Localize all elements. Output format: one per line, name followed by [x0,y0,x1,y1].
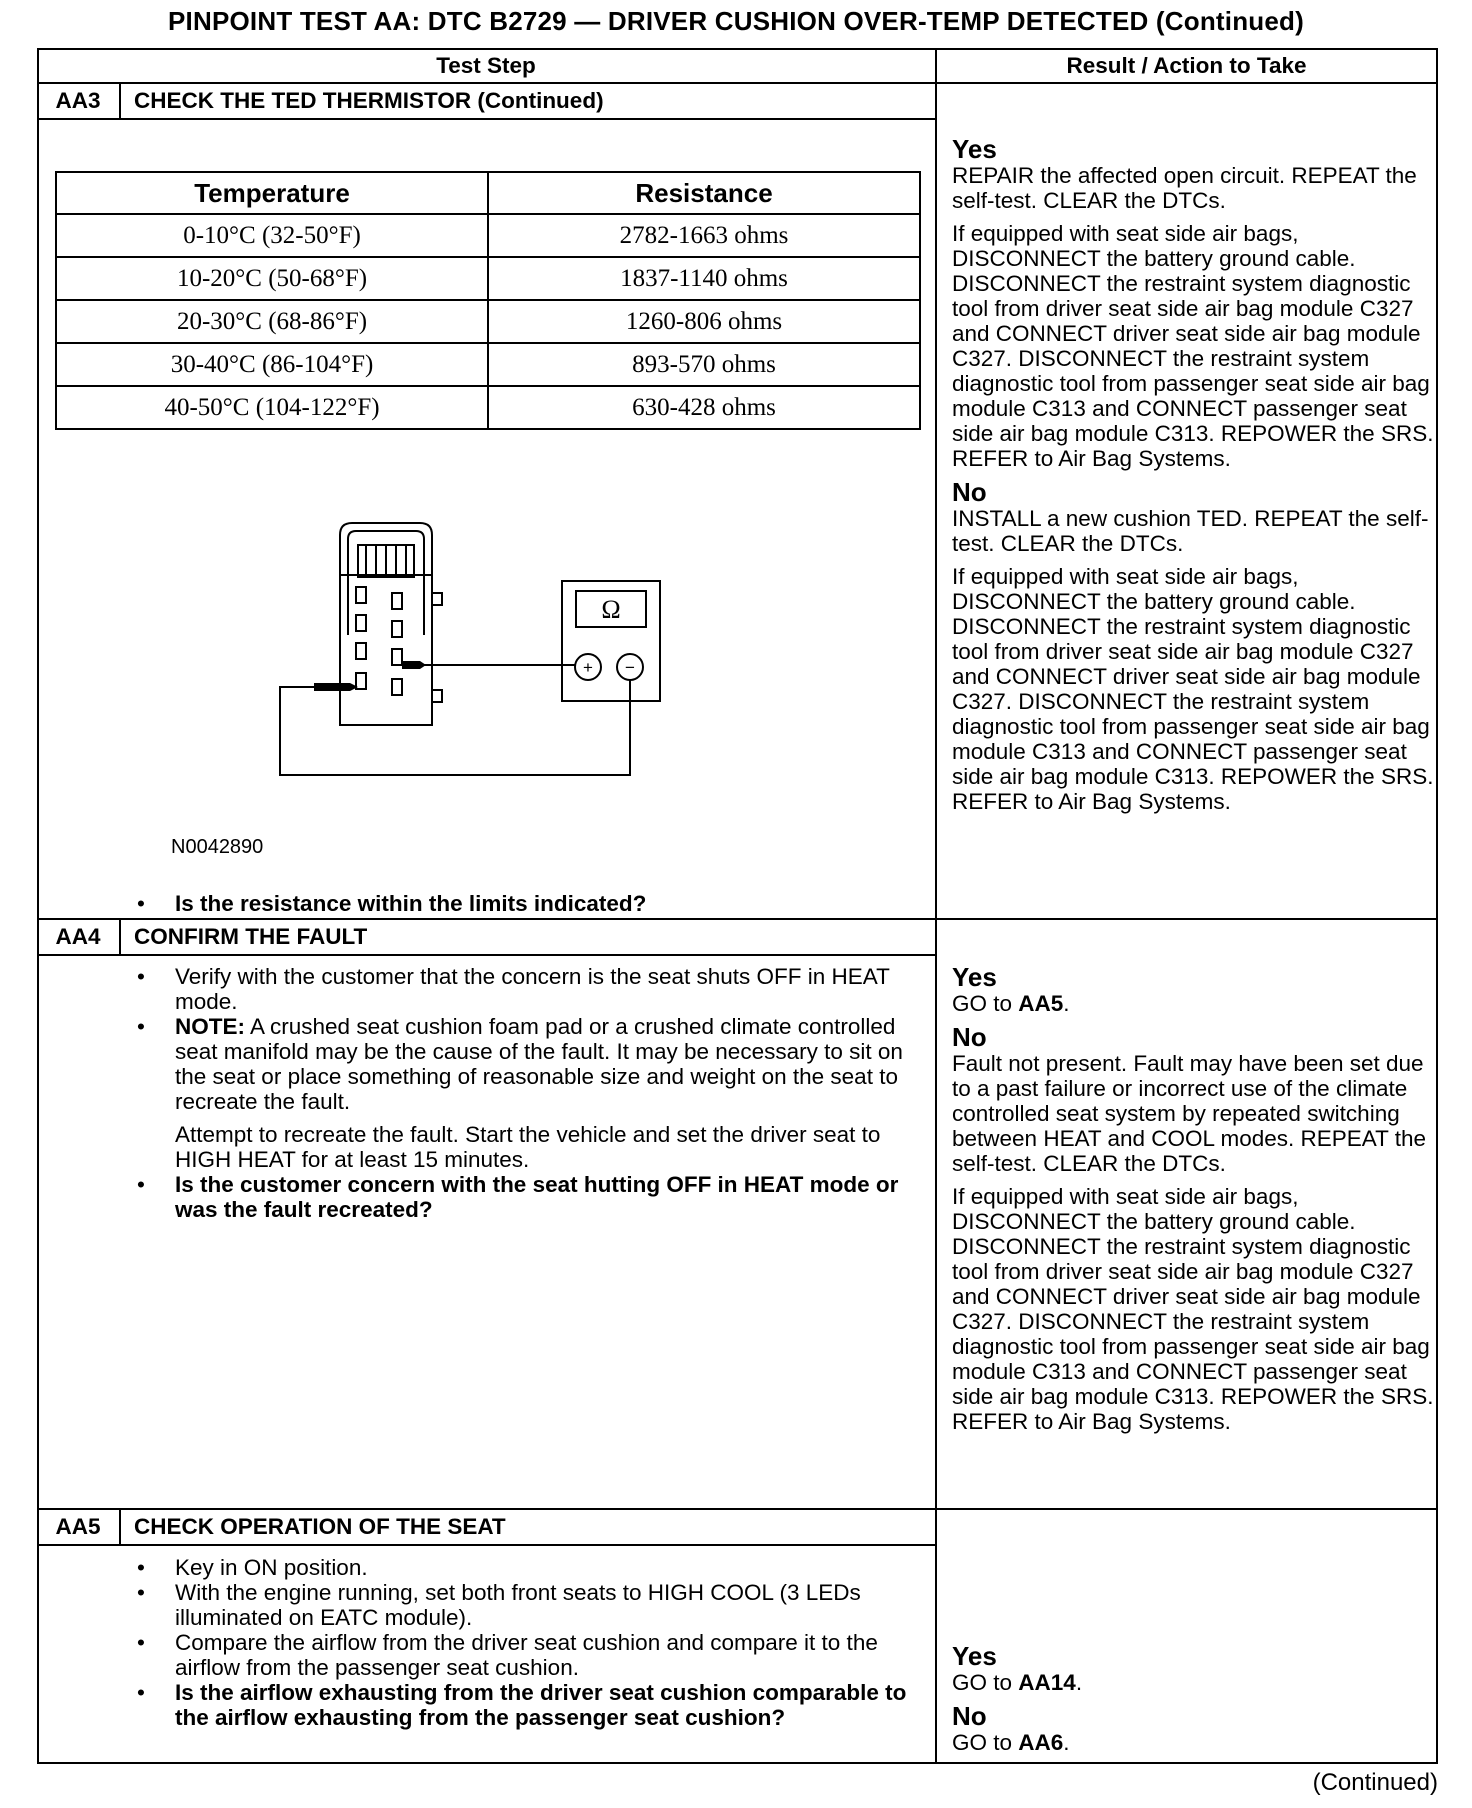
aa4-no-label: No [952,1022,987,1052]
aa4-title-divider [37,954,935,956]
continued-label: (Continued) [1312,1769,1438,1796]
header-test-step: Test Step [436,53,536,78]
list-item: • Compare the airflow from the driver seat cushion and compare it to the airflow from the passenger seat cushion. [137,1630,878,1680]
aa5-step-id: AA5 [55,1514,101,1539]
temperature-cell: 20-30°C (68-86°F) [56,300,488,343]
aa3-title-divider [37,118,935,120]
aa5-title-divider [37,1544,935,1546]
probe-tip [314,683,358,691]
aa4-step-title: CONFIRM THE FAULT [134,924,368,949]
aa4-step-id: AA4 [55,924,101,949]
aa5-no-label: No [952,1701,987,1731]
note-label: NOTE: [175,1014,245,1039]
aa4-no-srs-note: If equipped with seat side air bags, DISCONNECT the battery ground cable. DISCONNECT the restraint system diagnostic tool from driver seat side air bag module C327 and CONNECT driver seat side air bag module C327. DISCONNECT the restraint system diagnostic tool from passenger seat side air bag module C313 and CONNECT passenger seat side air bag module C313. REPOWER the SRS. REFER to Air Bag Systems. [952,1184,1434,1434]
list-item: • Is the customer concern with the seat hutting OFF in HEAT mode or was the fault recreated? [137,1172,899,1222]
temperature-cell: 10-20°C (50-68°F) [56,257,488,300]
aa3-results [952,134,1437,822]
aa3-question-block [134,891,924,916]
aa4-question: Is the customer concern with the seat hutting OFF in HEAT mode or was the fault recreated? [175,1172,899,1222]
aa5-instructions [134,1555,924,1730]
list-item: • Key in ON position. [137,1555,368,1580]
aa3-yes-action: REPAIR the affected open circuit. REPEAT the self-test. CLEAR the DTCs. [952,163,1417,213]
aa3-step-id: AA3 [55,88,101,113]
aa3-yes-srs-note: If equipped with seat side air bags, DISCONNECT the battery ground cable. DISCONNECT the restraint system diagnostic tool from driver seat side air bag module C327 and CONNECT driver seat side air bag module C327. DISCONNECT the restraint system diagnostic tool from passenger seat side air bag module C313 and CONNECT passenger seat side air bag module C313. REPOWER the SRS. REFER to Air Bag Systems. [952,221,1434,471]
aa5-yes-target: AA14 [1018,1670,1076,1695]
table-row [56,343,920,386]
resistance-cell: 1260-806 ohms [488,300,920,343]
list-item: • Verify with the customer that the concern is the seat shuts OFF in HEAT mode. [137,964,890,1014]
aa4-attempt-text: Attempt to recreate the fault. Start the vehicle and set the driver seat to HIGH HEAT for at least 15 minutes. [175,1122,881,1172]
resistance-cell: 2782-1663 ohms [488,214,920,257]
resistance-cell: 1837-1140 ohms [488,257,920,300]
column-divider [935,48,937,1764]
aa4-yes-label: Yes [952,962,997,992]
list-item: • Is the airflow exhausting from the driver seat cushion comparable to the airflow exhausting from the passenger seat cushion? [137,1680,907,1730]
resistance-table-header-temperature: Temperature [56,172,488,214]
aa5-row-top [37,1508,1438,1510]
figure-id: N0042890 [171,836,264,858]
aa4-no-action: Fault not present. Fault may have been set due to a past failure or incorrect use of the climate controlled seat system by repeated switching between HEAT and COOL modes. REPEAT the self-test. CLEAR the DTCs. [952,1051,1426,1176]
table-row [56,257,920,300]
resistance-table [55,171,921,430]
aa4-results: Yes GO to AA5. No Fault not present. Fault may have been set due to a past failure or incorrect use of the climate controlled seat system by repeated switching between HEAT and COOL modes. REPEAT the self-test. CLEAR the DTCs. If equipped with seat side air bags, DISCONNECT the battery ground cable. DISCONNECT the restraint system diagnostic tool from driver seat side air bag module C327 and CONNECT driver seat side air bag module C327. DISCONNECT the restraint system diagnostic tool from passenger seat side air bag module C313 and CONNECT passenger seat side air bag module C313. REPOWER the SRS. REFER to Air Bag Systems. [952,962,1437,1442]
aa3-no-action: INSTALL a new cushion TED. REPEAT the self-test. CLEAR the DTCs. [952,506,1429,556]
table-row [56,386,920,429]
resistance-cell: 893-570 ohms [488,343,920,386]
page-title: PINPOINT TEST AA: DTC B2729 — DRIVER CUSHION OVER-TEMP DETECTED (Continued) [168,6,1304,36]
header-row-divider [37,82,1438,84]
table-row [56,300,920,343]
list-item: • Is the resistance within the limits indicated? [137,891,647,916]
aa5-question: Is the airflow exhausting from the driver seat cushion comparable to the airflow exhausting from the passenger seat cushion? [175,1680,907,1730]
connector-latch [340,523,432,635]
aa3-step-title: CHECK THE TED THERMISTOR (Continued) [134,88,604,113]
thermistor-measurement-diagram [270,515,690,805]
aa3-id-divider [119,82,121,118]
aa5-results: Yes GO to AA14. No GO to AA6. [952,1641,1437,1763]
resistance-cell: 630-428 ohms [488,386,920,429]
temperature-cell: 40-50°C (104-122°F) [56,386,488,429]
aa4-instructions [134,964,924,1222]
connector-body [340,575,432,725]
list-item: • NOTE: A crushed seat cushion foam pad or a crushed climate controlled seat manifold may be the cause of the fault. It may be necessary to sit on the seat or place something of reasonable size and weight on the seat to recreate the fault. [137,1014,903,1114]
probe-tip [402,661,426,669]
aa3-question: Is the resistance within the limits indicated? [175,891,647,916]
aa3-no-srs-note: If equipped with seat side air bags, DISCONNECT the battery ground cable. DISCONNECT the restraint system diagnostic tool from driver seat side air bag module C327 and CONNECT driver seat side air bag module C327. DISCONNECT the restraint system diagnostic tool from passenger seat side air bag module C313 and CONNECT passenger seat side air bag module C313. REPOWER the SRS. REFER to Air Bag Systems. [952,564,1434,814]
resistance-table-header-resistance: Resistance [488,172,920,214]
aa5-no-target: AA6 [1018,1730,1064,1755]
header-result-action: Result / Action to Take [1066,53,1307,78]
ohm-symbol: Ω [601,595,621,624]
aa4-id-divider [119,918,121,954]
aa5-yes-label: Yes [952,1641,997,1671]
aa5-id-divider [119,1508,121,1544]
aa5-step-title: CHECK OPERATION OF THE SEAT [134,1514,506,1539]
aa4-row-top [37,918,1438,920]
minus-symbol: − [625,658,635,677]
temperature-cell: 30-40°C (86-104°F) [56,343,488,386]
plus-symbol: + [583,658,593,677]
aa4-yes-target: AA5 [1018,991,1064,1016]
aa3-yes-label: Yes [952,134,997,164]
table-row [56,214,920,257]
list-item: • With the engine running, set both front seats to HIGH COOL (3 LEDs illuminated on EATC module). [137,1580,861,1630]
aa3-no-label: No [952,477,987,507]
temperature-cell: 0-10°C (32-50°F) [56,214,488,257]
